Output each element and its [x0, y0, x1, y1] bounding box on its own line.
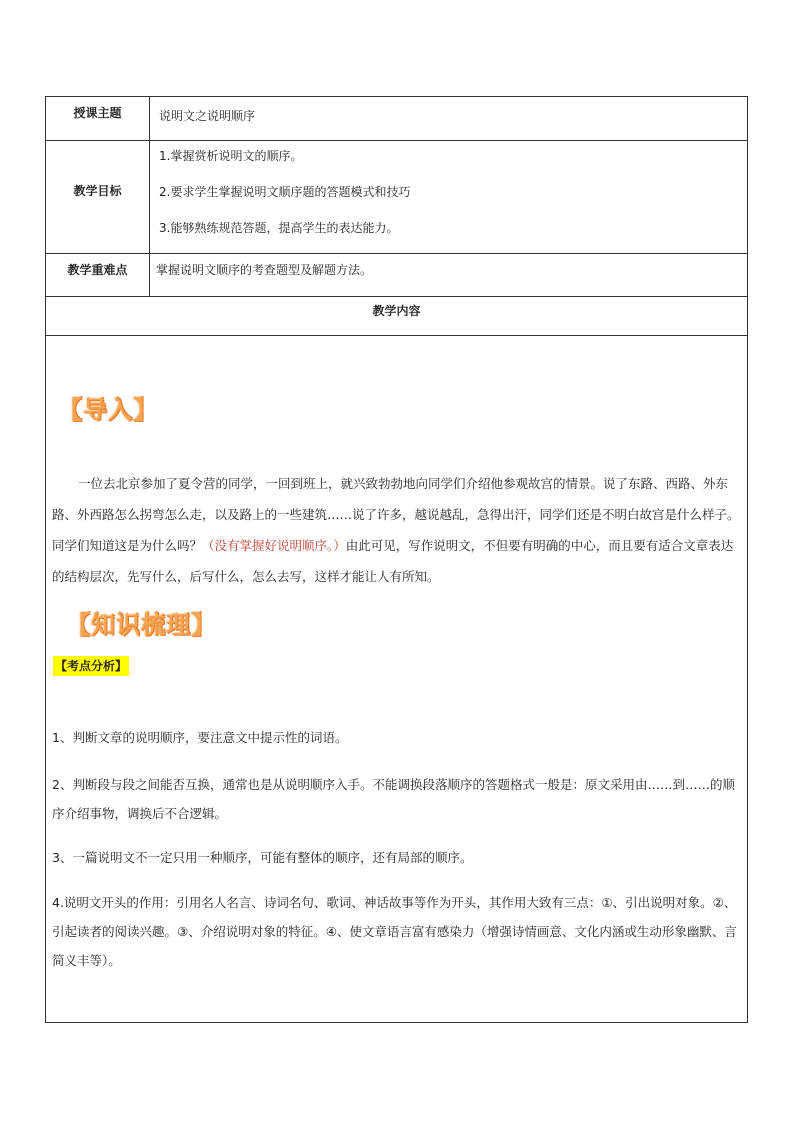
- intro-heading: 【导入】: [58, 396, 158, 424]
- point-3: 3、一篇说明文不一定只用一种顺序，可能有整体的顺序，还有局部的顺序。: [52, 850, 473, 865]
- intro-text-2: 由此可见，写作说明文，不但要有明确的中心，而且要有适合文章表达的结构层次，先写什么，后写什么，怎么去写，这样才能让人有所知。: [52, 538, 734, 584]
- point-2: 2、判断段与段之间能否互换，通常也是从说明顺序入手。不能调换段落顺序的答题格式一般是：原文采用由……到……的顺序介绍事物，调换后不合逻辑。: [52, 777, 735, 821]
- point-1: 1、判断文章的说明顺序，要注意文中提示性的词语。: [52, 730, 348, 745]
- column-divider: [149, 97, 150, 296]
- content-title: 教学内容: [372, 304, 421, 318]
- row-divider: [46, 296, 747, 297]
- intro-text-1: 一位去北京参加了夏令营的同学，一回到班上，就兴致勃勃地向同学们介绍他参观故宫的情景。说了东路、西路、外东路、外西路怎么拐弯怎么走，以及路上的一些建筑……说了许多，越说越乱，急得出汗，同学们还是不明白故宫是什么样子。同学们知道这是为什么吗？: [52, 476, 740, 553]
- keypoints-value: 掌握说明文顺序的考查题型及解题方法。: [156, 263, 373, 277]
- intro-paragraph: [52, 468, 744, 592]
- goal-item-2: 2.要求学生掌握说明文顺序题的答题模式和技巧: [159, 185, 411, 199]
- exam-points-tag: 【考点分析】: [53, 656, 129, 676]
- row-divider: [46, 335, 747, 336]
- goals-label: 教学目标: [73, 184, 122, 198]
- row-divider: [46, 140, 747, 141]
- intro-text-red: （没有掌握好说明顺序。）: [202, 538, 346, 553]
- goal-item-1: 1.掌握赏析说明文的顺序。: [159, 149, 303, 163]
- topic-value: 说明文之说明顺序: [159, 109, 256, 123]
- point-4: 4.说明文开头的作用：引用名人名言、诗词名句、歌词、神话故事等作为开头，其作用大致有三点：①、引出说明对象。②、引起读者的阅读兴趣。③、介绍说明对象的特征。④、使文章语言富有感染力（增强诗情画意、文化内涵或生动形象幽默、言简义丰等）。: [52, 895, 737, 968]
- knowledge-heading: 【知识梳理】: [66, 611, 216, 639]
- topic-label: 授课主题: [73, 106, 122, 120]
- row-divider: [46, 253, 747, 254]
- keypoints-label: 教学重难点: [67, 263, 128, 277]
- goal-item-3: 3.能够熟练规范答题，提高学生的表达能力。: [159, 221, 399, 235]
